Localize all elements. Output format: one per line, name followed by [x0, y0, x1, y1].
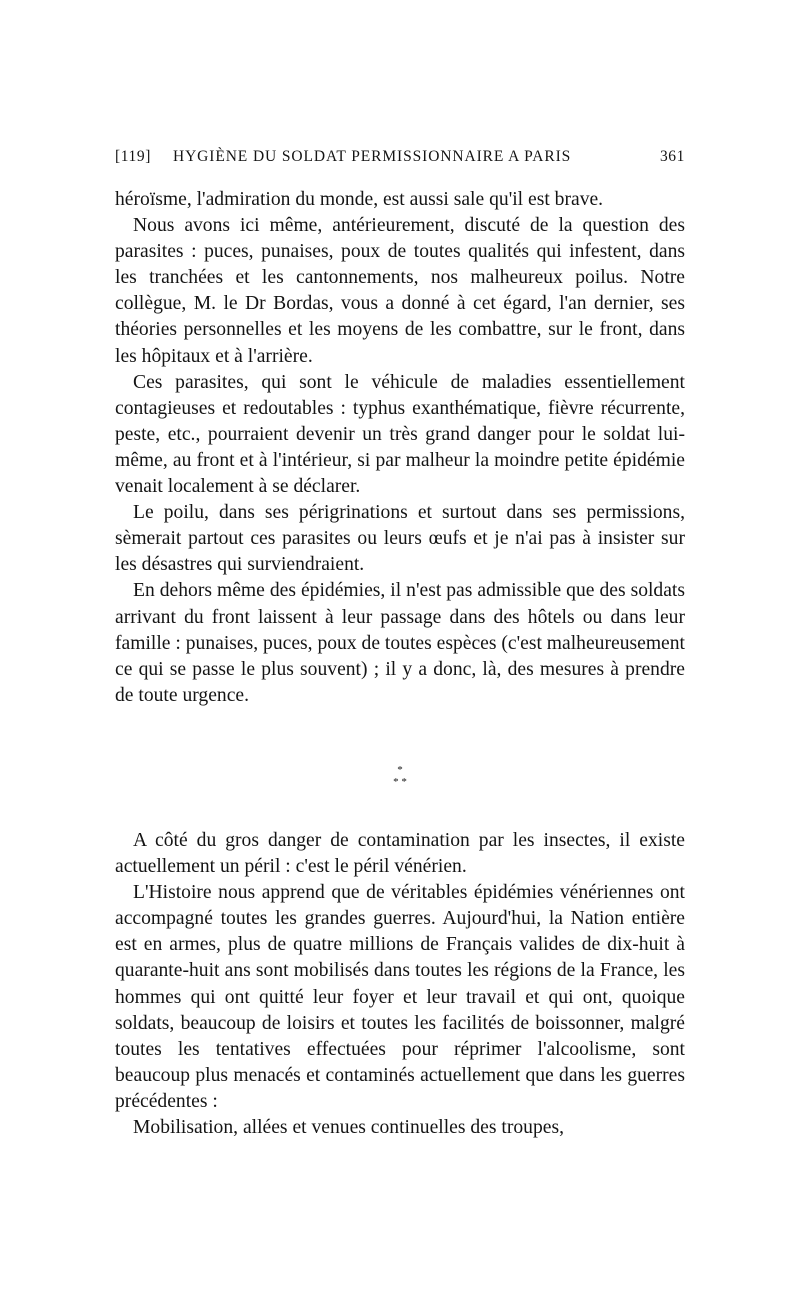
paragraph-history: L'Histoire nous apprend que de véritables épidémies vénériennes ont accompagné toutes les grandes guerres. Aujourd'hui, la Nation entière est en armes, plus de quatre millions de Français valides de dix-huit à quarante-huit ans sont mobilisés dans toutes les régions de la France, les hommes qui ont quitté leur foyer et leur travail et qui ont, quoique soldats, beaucoup de loisirs et toutes les facilités de boissonner, malgré toutes les tentatives effectuées pour réprimer l'alcoolisme, sont beaucoup plus menacés et contaminés actuellement que dans les guerres précédentes :: [115, 882, 685, 1112]
running-header: [115, 148, 685, 172]
section-separator-asterism: [380, 764, 420, 798]
asterism-top: *: [397, 764, 403, 776]
page-number: 361: [659, 148, 685, 165]
paragraph-venereal-peril: A côté du gros danger de contamination par les insectes, il existe actuellement un péril : c'est le péril vénérien.: [115, 830, 685, 878]
paragraph-hygiene-urgency: En dehors même des épidémies, il n'est pas admissible que des soldats arrivant du front laissent à leur passage dans des hôtels ou dans leur famille : punaises, puces, poux de toutes espèces (c'est malheureusement ce qui se passe le plus souvent) ; il y a donc, là, des mesures à prendre de toute urgence.: [115, 580, 685, 706]
text-block-top: [115, 187, 685, 709]
paragraph-parasites-question: Nous avons ici même, antérieurement, discuté de la question des parasites : puces, punaises, poux de toutes qualités qui infestent, dans les tranchées et les cantonnements, nos malheureux poilus. Notre collègue, M. le Dr Bordas, vous a donné à cet égard, l'an dernier, ses théories personnelles et les moyens de les combattre, sur le front, dans les hôpitaux et à l'arrière.: [115, 215, 685, 367]
paragraph-mobilisation: Mobilisation, allées et venues continuelles des troupes,: [133, 1117, 564, 1139]
paragraph-parasites-danger: Ces parasites, qui sont le véhicule de maladies essentiellement contagieuses et redoutables : typhus exanthématique, fièvre récurrente, peste, etc., pourraient devenir un très grand danger pour le soldat lui-même, au front et à l'intérieur, si par malheur la moindre petite épidémie venait localement à se déclarer.: [115, 371, 685, 498]
paragraph-continuation: héroïsme, l'admiration du monde, est aussi sale qu'il est brave.: [115, 189, 604, 210]
text-block-bottom: [115, 828, 685, 1141]
asterism-bottom: * *: [393, 776, 407, 788]
paragraph-poilu: Le poilu, dans ses périgrinations et surtout dans ses permissions, sèmerait partout ces parasites ou leurs œufs et je n'ai pas à insister sur les désastres qui surviendraient.: [115, 502, 685, 576]
header-title: HYGIÈNE DU SOLDAT PERMISSIONNAIRE A PARIS: [173, 148, 572, 165]
section-number: [119]: [115, 148, 151, 165]
